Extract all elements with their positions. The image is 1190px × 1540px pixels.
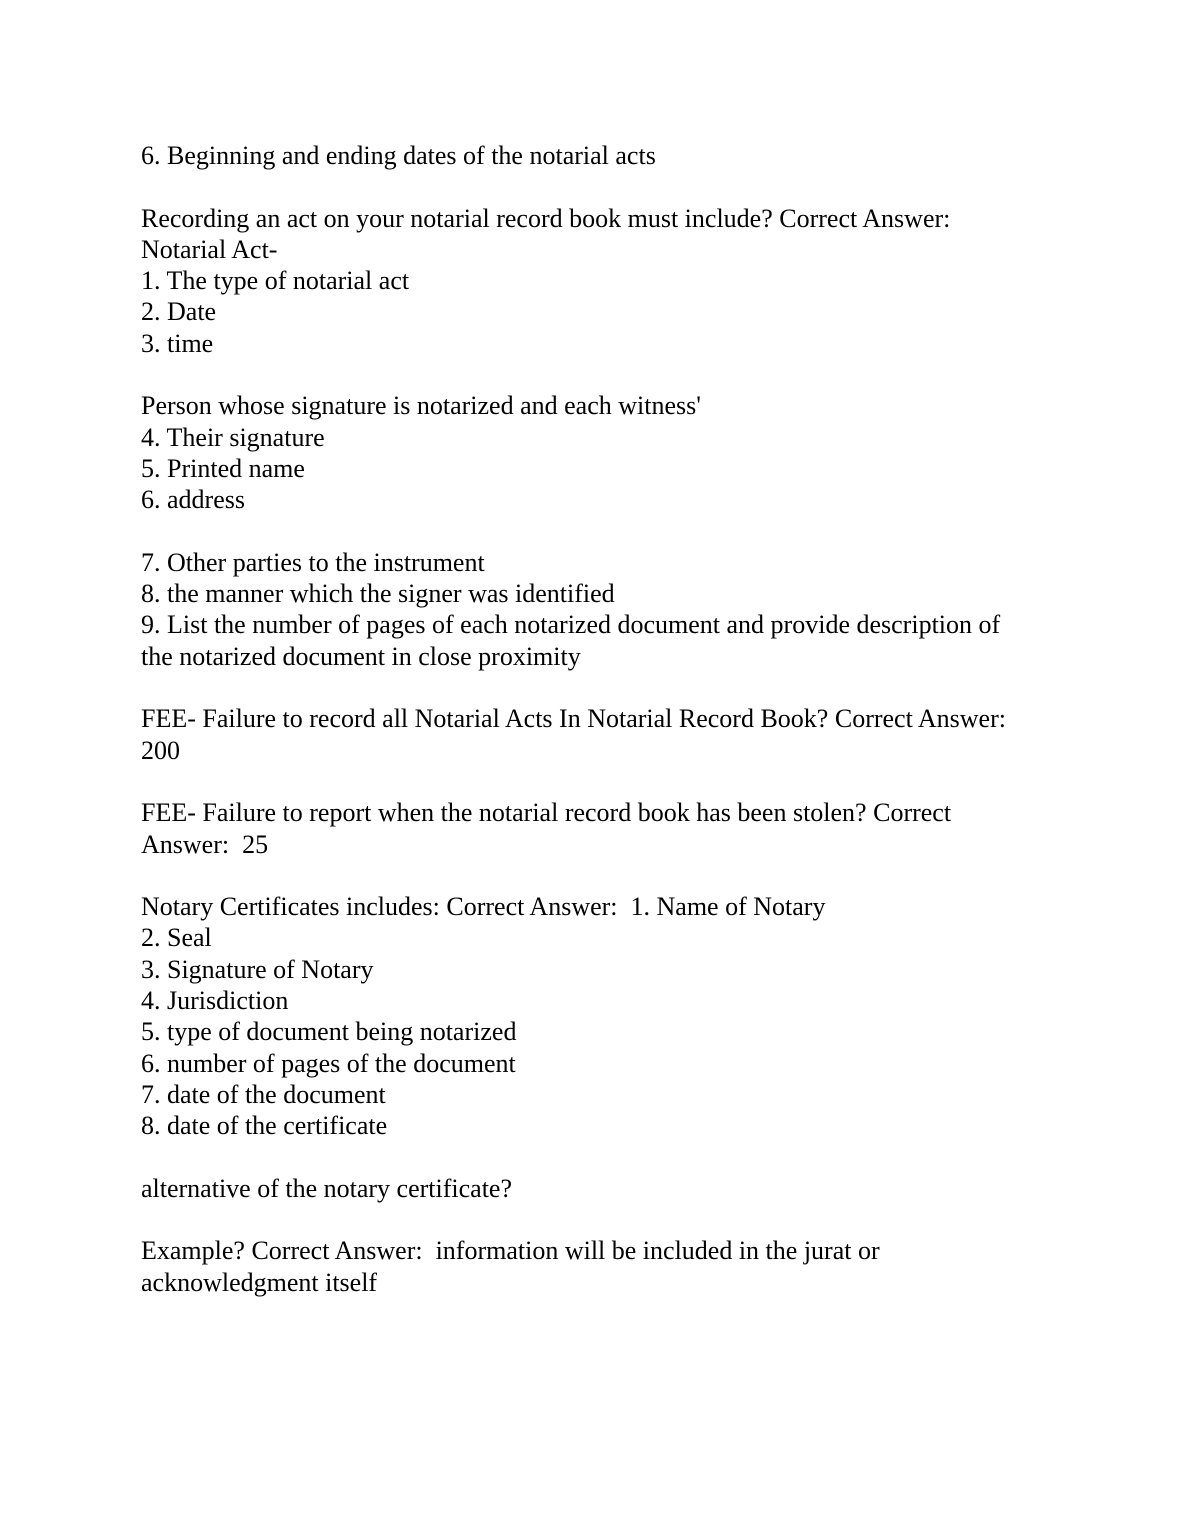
text-line: 2. Date [141, 297, 217, 327]
text-block-notary-certificates [141, 891, 1061, 1141]
paragraph-gap [141, 766, 1061, 797]
text-line: Answer: 25 [141, 829, 269, 859]
text-line: acknowledgment itself [141, 1267, 378, 1297]
text-line: Notary Certificates includes: Correct Answer: 1. Name of Notary [141, 892, 826, 922]
text-line: FEE- Failure to record all Notarial Acts In Notarial Record Book? Correct Answer: [141, 704, 1006, 734]
text-line: 6. Beginning and ending dates of the notarial acts [141, 141, 656, 170]
text-line: 3. time [141, 328, 214, 358]
text-line: alternative of the notary certificate? [141, 1173, 513, 1203]
document-body [141, 140, 1061, 1298]
text-line: 200 [141, 735, 180, 765]
text-line: 2. Seal [141, 923, 212, 953]
text-line: 1. The type of notarial act [141, 266, 410, 296]
text-line: FEE- Failure to report when the notarial record book has been stolen? Correct [141, 798, 952, 828]
text-block-alternative [141, 1173, 1061, 1204]
text-line: Example? Correct Answer: information will be included in the jurat or [141, 1236, 880, 1266]
text-line: 8. date of the certificate [141, 1111, 388, 1141]
text-line: 6. address [141, 485, 245, 515]
text-block-other-parties [141, 547, 1061, 672]
text-line: 7. date of the document [141, 1079, 386, 1109]
paragraph-gap [141, 516, 1061, 547]
paragraph-gap [141, 171, 1061, 202]
text-block-person-signature [141, 390, 1061, 515]
paragraph-gap [141, 860, 1061, 891]
text-line: Notarial Act- [141, 234, 278, 264]
text-block-recording-act [141, 203, 1061, 359]
paragraph-gap [141, 1142, 1061, 1173]
text-block-fee-record [141, 703, 1061, 766]
text-line: Person whose signature is notarized and each witness' [141, 391, 701, 421]
text-line: 3. Signature of Notary [141, 954, 374, 984]
text-line: 6. number of pages of the document [141, 1048, 516, 1078]
text-line: 7. Other parties to the instrument [141, 547, 485, 577]
text-line: 5. Printed name [141, 453, 305, 483]
text-block-fee-stolen [141, 797, 1061, 860]
text-line: Recording an act on your notarial record book must include? Correct Answer: [141, 203, 951, 233]
text-line: 4. Jurisdiction [141, 986, 289, 1016]
paragraph-gap [141, 672, 1061, 703]
text-line: 9. List the number of pages of each notarized document and provide description of [141, 610, 1001, 640]
text-block-notarial-dates [141, 140, 1061, 171]
text-line: 4. Their signature [141, 422, 325, 452]
text-line: the notarized document in close proximity [141, 641, 581, 671]
text-block-example [141, 1235, 1061, 1298]
paragraph-gap [141, 1204, 1061, 1235]
paragraph-gap [141, 359, 1061, 390]
text-line: 5. type of document being notarized [141, 1017, 517, 1047]
text-line: 8. the manner which the signer was identified [141, 579, 615, 609]
